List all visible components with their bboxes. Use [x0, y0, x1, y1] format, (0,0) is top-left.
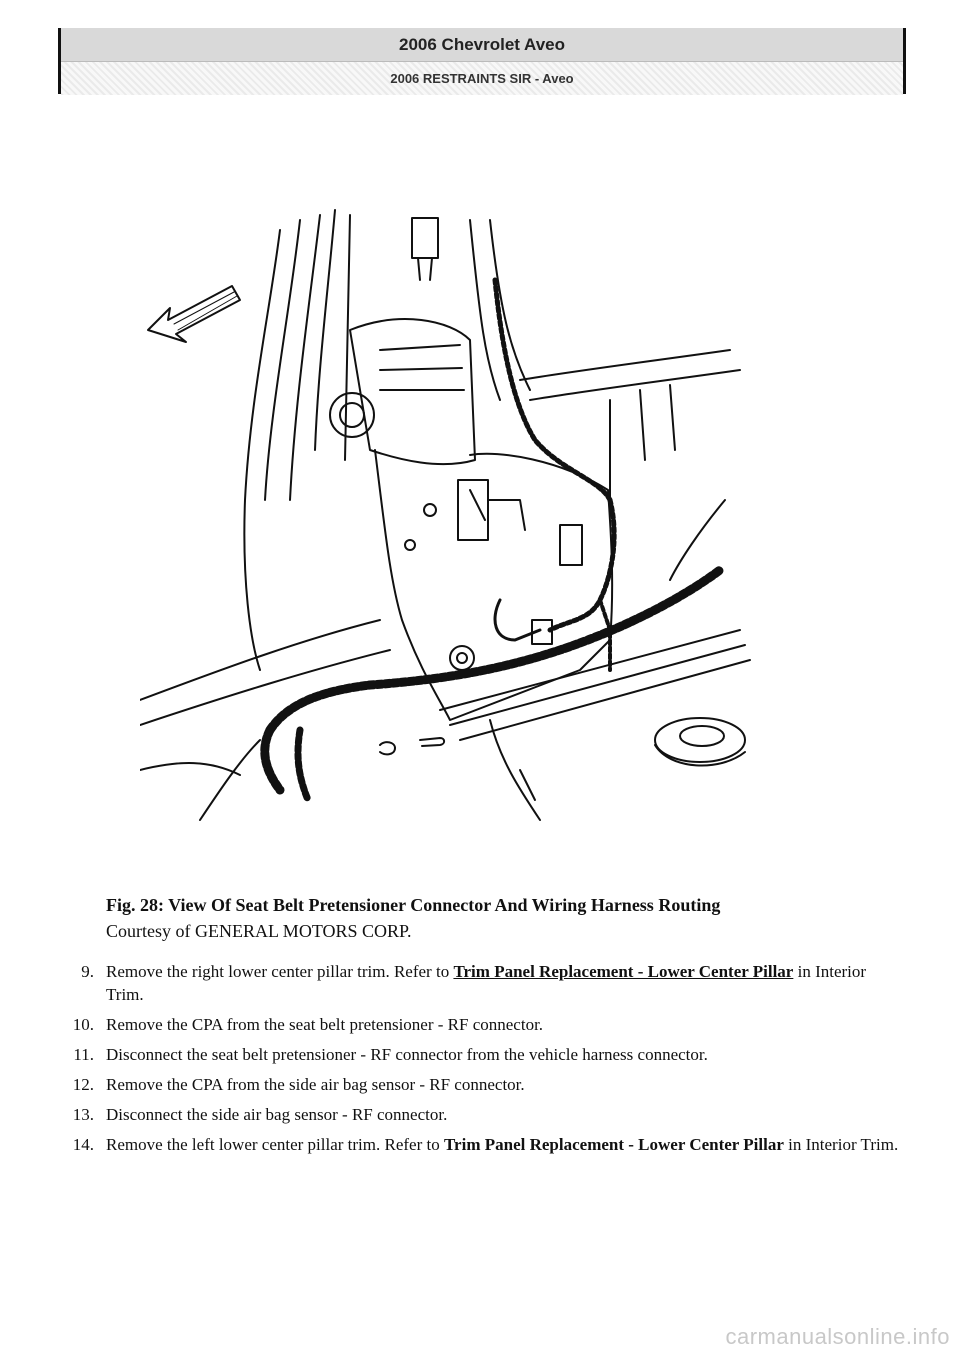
step-text: Disconnect the seat belt pretensioner - RF connector from the vehicle harness connector. — [106, 1045, 708, 1064]
wiring-harness-illustration — [140, 200, 760, 825]
step-text: Remove the CPA from the side air bag sensor - RF connector. — [106, 1075, 525, 1094]
trim-panel-link[interactable]: Trim Panel Replacement - Lower Center Pillar — [453, 962, 794, 981]
section-title: 2006 RESTRAINTS SIR - Aveo — [61, 62, 903, 95]
step-number: 14. — [72, 1135, 94, 1154]
step-13 — [60, 1103, 900, 1126]
page-header — [58, 28, 906, 94]
step-text: Remove the left lower center pillar trim. Refer to — [106, 1135, 444, 1154]
step-text: Disconnect the side air bag sensor - RF connector. — [106, 1105, 448, 1124]
document-title: 2006 Chevrolet Aveo — [61, 28, 903, 62]
forward-arrow-icon — [148, 286, 240, 342]
step-11 — [60, 1043, 900, 1066]
figure-title: Fig. 28: View Of Seat Belt Pretensioner Connector And Wiring Harness Routing — [106, 895, 721, 915]
figure-caption — [106, 892, 896, 944]
watermark: carmanualsonline.info — [725, 1324, 950, 1349]
step-text-tail: in Interior Trim. — [783, 1135, 899, 1154]
trim-panel-reference: Trim Panel Replacement - Lower Center Pillar — [443, 1135, 784, 1154]
step-9 — [60, 960, 900, 1006]
step-text: Remove the CPA from the seat belt pretensioner - RF connector. — [106, 1015, 544, 1034]
step-number: 11. — [73, 1045, 94, 1064]
step-12 — [60, 1073, 900, 1096]
step-number: 12. — [72, 1075, 94, 1094]
step-14 — [60, 1133, 900, 1156]
figure-credit: Courtesy of GENERAL MOTORS CORP. — [106, 921, 412, 941]
step-number: 9. — [81, 962, 94, 981]
procedure-steps — [60, 960, 900, 1163]
step-text: Remove the right lower center pillar trim. Refer to — [106, 962, 454, 981]
step-number: 10. — [72, 1015, 94, 1034]
step-number: 13. — [72, 1105, 94, 1124]
step-10 — [60, 1013, 900, 1036]
step-text-tail: in Interior Trim. — [106, 962, 867, 1004]
